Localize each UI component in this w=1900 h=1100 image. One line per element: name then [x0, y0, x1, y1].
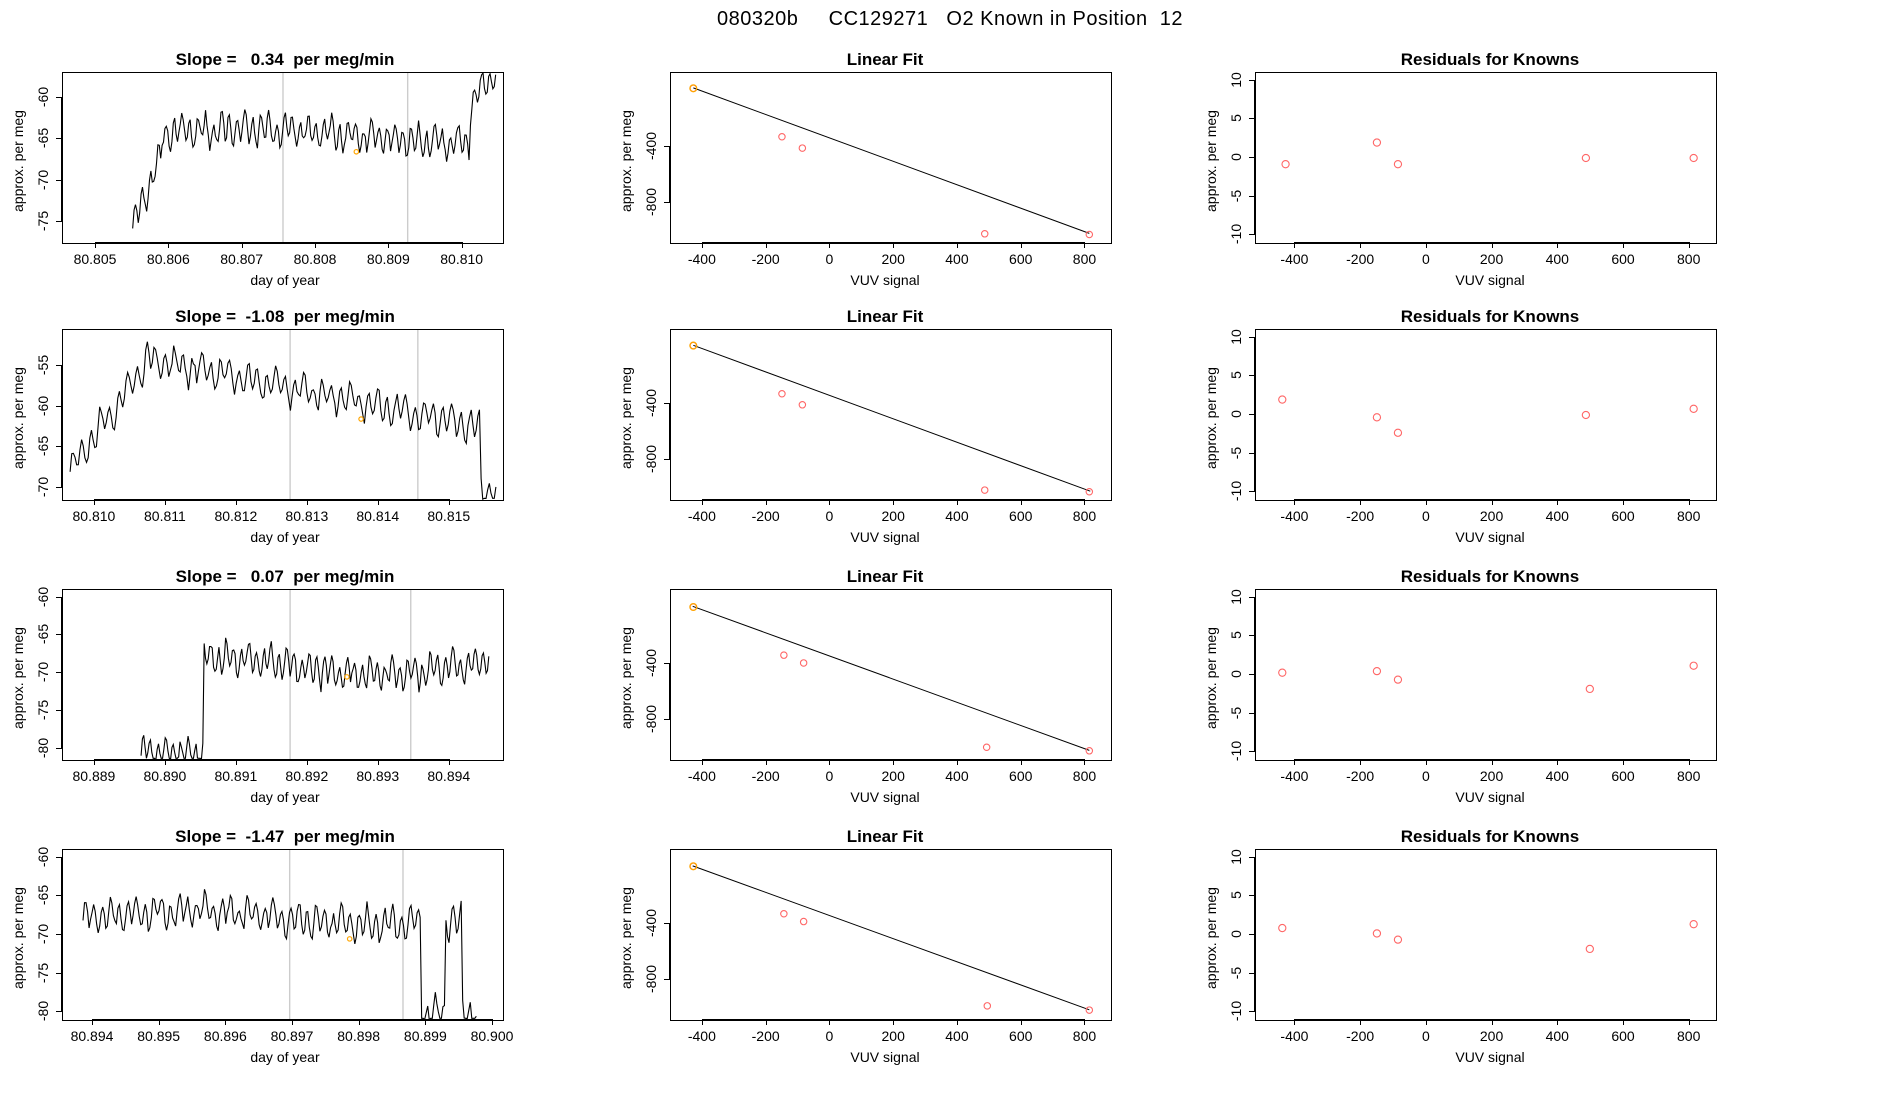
- y-tick-mark: [1249, 491, 1255, 492]
- x-tick-label: 200: [1479, 768, 1504, 784]
- x-tick-label: 80.896: [203, 1028, 247, 1044]
- x-tick-mark: [492, 1019, 493, 1025]
- x-tick-label: -400: [1280, 508, 1309, 524]
- x-tick-label: 600: [1009, 251, 1033, 267]
- x-tick-mark: [1084, 759, 1085, 765]
- x-tick-label: 0: [1421, 768, 1430, 784]
- panel-fit-row4: [600, 827, 1170, 1082]
- x-axis-label: VUV signal: [1455, 789, 1525, 805]
- x-tick-label: 800: [1677, 251, 1701, 267]
- y-tick-label: -65: [35, 128, 51, 149]
- panel-ts-row4: [0, 827, 570, 1082]
- x-tick-label: 80.805: [73, 251, 117, 267]
- y-tick-label: -70: [35, 923, 51, 945]
- plot-area-fit-row2: [670, 329, 1112, 501]
- x-axis-line: [1294, 1019, 1688, 1020]
- x-axis-line: [94, 499, 449, 500]
- y-axis-line: [61, 857, 62, 1012]
- x-tick-label: 80.893: [356, 768, 400, 784]
- x-tick-label: 400: [1545, 768, 1569, 784]
- x-tick-label: 200: [881, 1028, 905, 1044]
- x-tick-label: 80.812: [214, 508, 258, 524]
- x-tick-label: -200: [751, 768, 780, 784]
- x-tick-label: -400: [1280, 1028, 1309, 1044]
- y-tick-label: 5: [1228, 114, 1244, 123]
- y-axis-line: [1254, 857, 1255, 1012]
- y-tick-label: -60: [35, 395, 51, 417]
- x-tick-label: 80.897: [270, 1028, 314, 1044]
- y-axis-label: approx. per meg: [618, 627, 634, 729]
- panel-title-fit-row3: Linear Fit: [846, 567, 924, 586]
- x-tick-label: 0: [825, 251, 834, 267]
- x-tick-label: 200: [1479, 1028, 1504, 1044]
- y-tick-label: 10: [1228, 328, 1244, 345]
- x-tick-label: -400: [1280, 768, 1309, 784]
- y-tick-label: -80: [35, 1001, 51, 1022]
- y-axis-label: approx. per meg: [1203, 110, 1219, 212]
- x-tick-label: 80.809: [366, 251, 410, 267]
- x-tick-label: 80.815: [427, 508, 471, 524]
- x-tick-label: 80.808: [293, 251, 337, 267]
- x-tick-mark: [1084, 1019, 1085, 1025]
- panel-title-res-row2: Residuals for Knowns: [1400, 307, 1580, 326]
- panel-grid: [0, 40, 1900, 1100]
- x-tick-label: 80.891: [214, 768, 258, 784]
- x-tick-label: 0: [1421, 251, 1430, 267]
- x-tick-label: -200: [1346, 768, 1375, 784]
- plot-area-fit-row4: [670, 849, 1112, 1021]
- x-tick-label: 200: [881, 508, 905, 524]
- y-tick-mark: [664, 719, 670, 720]
- y-axis-line: [61, 97, 62, 221]
- x-tick-label: 400: [945, 1028, 969, 1044]
- y-tick-mark: [56, 487, 62, 488]
- x-tick-label: 80.895: [137, 1028, 181, 1044]
- x-tick-label: 800: [1072, 768, 1097, 784]
- panel-title-res-row4: Residuals for Knowns: [1400, 827, 1580, 846]
- y-axis-label: approx. per meg: [10, 627, 26, 729]
- panel-res-row3: [1180, 567, 1800, 822]
- y-tick-label: -60: [35, 586, 51, 607]
- x-axis-label: VUV signal: [850, 789, 920, 805]
- panel-res-row4: [1180, 827, 1800, 1082]
- x-tick-label: 80.892: [285, 768, 329, 784]
- x-tick-label: 200: [881, 768, 905, 784]
- y-axis-label: approx. per meg: [10, 887, 26, 989]
- x-tick-label: 800: [1677, 768, 1701, 784]
- x-tick-label: 400: [1545, 1028, 1569, 1044]
- y-tick-label: -5: [1228, 189, 1244, 202]
- y-axis-label: approx. per meg: [1203, 367, 1219, 469]
- x-tick-label: 0: [825, 768, 834, 784]
- x-tick-label: 600: [1611, 508, 1635, 524]
- x-axis-line: [1294, 242, 1688, 243]
- y-tick-label: -400: [643, 131, 659, 160]
- y-axis-label: approx. per meg: [10, 367, 26, 469]
- plot-area-ts-row2: [62, 329, 504, 501]
- x-tick-label: 0: [1421, 508, 1430, 524]
- y-tick-label: -800: [643, 188, 659, 217]
- x-tick-label: 80.890: [143, 768, 187, 784]
- y-tick-mark: [1249, 1011, 1255, 1012]
- x-axis-label: VUV signal: [850, 529, 920, 545]
- y-tick-label: -60: [35, 86, 51, 107]
- panel-res-row2: [1180, 307, 1800, 562]
- panel-ts-row1: [0, 50, 570, 305]
- y-tick-label: -400: [643, 908, 659, 937]
- x-tick-label: 400: [1545, 508, 1569, 524]
- panel-title-ts-row4: Slope = -1.47 per meg/min: [175, 827, 395, 846]
- x-tick-label: 600: [1009, 768, 1033, 784]
- y-axis-line: [669, 403, 670, 460]
- y-tick-mark: [56, 748, 62, 749]
- plot-area-fit-row3: [670, 589, 1112, 761]
- y-tick-label: -800: [643, 705, 659, 734]
- y-axis-line: [669, 923, 670, 980]
- panel-title-ts-row2: Slope = -1.08 per meg/min: [175, 307, 395, 326]
- x-tick-label: 400: [1545, 251, 1569, 267]
- x-tick-mark: [449, 499, 450, 505]
- y-tick-label: -70: [35, 169, 51, 190]
- panel-title-res-row1: Residuals for Knowns: [1400, 50, 1580, 69]
- panel-fit-row2: [600, 307, 1170, 562]
- x-tick-label: 80.889: [72, 768, 116, 784]
- x-tick-label: 200: [1479, 251, 1504, 267]
- x-tick-label: 800: [1677, 1028, 1701, 1044]
- x-tick-label: 800: [1677, 508, 1701, 524]
- x-axis-line: [702, 499, 1085, 500]
- x-tick-mark: [1084, 499, 1085, 505]
- plot-area-ts-row3: [62, 589, 504, 761]
- x-axis-line: [95, 242, 462, 243]
- x-tick-label: 400: [945, 251, 969, 267]
- x-axis-label: day of year: [250, 272, 320, 288]
- x-axis-label: VUV signal: [850, 1049, 920, 1065]
- plot-area-res-row4: [1255, 849, 1717, 1021]
- x-tick-label: -200: [751, 1028, 780, 1044]
- x-tick-label: 80.894: [70, 1028, 114, 1044]
- y-axis-label: approx. per meg: [1203, 627, 1219, 729]
- x-tick-label: 400: [945, 508, 969, 524]
- x-tick-label: 80.899: [403, 1028, 447, 1044]
- x-tick-label: 0: [825, 1028, 834, 1044]
- y-tick-label: -55: [35, 355, 51, 376]
- y-tick-label: -65: [35, 885, 51, 906]
- y-tick-mark: [56, 221, 62, 222]
- figure-title: 080320b CC129271 O2 Known in Position 12: [716, 8, 1184, 30]
- plot-area-ts-row4: [62, 849, 504, 1021]
- x-tick-label: 800: [1072, 1028, 1097, 1044]
- y-tick-label: -70: [35, 476, 51, 497]
- x-axis-line: [1294, 759, 1688, 760]
- x-tick-label: -200: [751, 508, 780, 524]
- y-tick-label: -65: [35, 624, 51, 645]
- x-tick-label: 80.810: [72, 508, 116, 524]
- y-tick-mark: [664, 979, 670, 980]
- x-tick-label: -200: [1346, 508, 1375, 524]
- plot-area-fit-row1: [670, 72, 1112, 244]
- x-tick-label: -400: [687, 508, 716, 524]
- x-tick-label: 80.900: [470, 1028, 514, 1044]
- y-axis-line: [669, 146, 670, 203]
- y-tick-label: 10: [1228, 71, 1244, 88]
- panel-title-ts-row3: Slope = 0.07 per meg/min: [175, 567, 395, 586]
- panel-title-fit-row4: Linear Fit: [846, 827, 924, 846]
- y-tick-label: 0: [1228, 410, 1244, 418]
- panel-ts-row3: [0, 567, 570, 822]
- x-axis-line: [92, 1019, 492, 1020]
- y-axis-line: [61, 365, 62, 486]
- x-tick-label: 800: [1072, 251, 1097, 267]
- y-tick-label: 0: [1228, 930, 1244, 938]
- x-axis-label: day of year: [250, 529, 320, 545]
- y-tick-label: -5: [1228, 446, 1244, 459]
- y-tick-label: -400: [643, 648, 659, 677]
- y-axis-label: approx. per meg: [618, 110, 634, 212]
- y-tick-label: -70: [35, 662, 51, 683]
- panel-title-res-row3: Residuals for Knowns: [1400, 567, 1580, 586]
- x-tick-label: -200: [1346, 1028, 1375, 1044]
- y-tick-label: -75: [35, 962, 51, 983]
- x-tick-mark: [1689, 759, 1690, 765]
- x-axis-label: VUV signal: [1455, 529, 1525, 545]
- x-axis-line: [702, 759, 1085, 760]
- x-tick-label: -400: [687, 1028, 716, 1044]
- y-tick-label: 10: [1228, 848, 1244, 865]
- x-tick-label: -400: [687, 768, 716, 784]
- x-tick-label: 80.806: [146, 251, 190, 267]
- x-tick-label: 80.807: [220, 251, 264, 267]
- x-tick-label: 80.814: [356, 508, 400, 524]
- y-axis-label: approx. per meg: [1203, 887, 1219, 989]
- x-tick-label: 0: [1421, 1028, 1430, 1044]
- y-tick-label: 0: [1228, 153, 1244, 161]
- y-tick-mark: [56, 1011, 62, 1012]
- y-tick-label: -10: [1228, 224, 1244, 245]
- y-tick-label: -800: [643, 965, 659, 994]
- x-tick-mark: [1084, 242, 1085, 248]
- x-tick-label: 600: [1611, 251, 1635, 267]
- y-tick-label: 5: [1228, 891, 1244, 900]
- y-tick-label: 10: [1228, 588, 1244, 605]
- x-tick-mark: [1689, 1019, 1690, 1025]
- x-tick-label: -200: [751, 251, 780, 267]
- panel-title-fit-row2: Linear Fit: [846, 307, 924, 326]
- y-axis-line: [1254, 597, 1255, 752]
- panel-ts-row2: [0, 307, 570, 562]
- x-tick-label: 200: [1479, 508, 1504, 524]
- y-tick-mark: [1249, 234, 1255, 235]
- x-tick-label: 0: [825, 508, 834, 524]
- x-tick-label: 800: [1072, 508, 1097, 524]
- y-tick-label: -5: [1228, 706, 1244, 719]
- x-tick-label: -400: [687, 251, 716, 267]
- y-tick-label: 0: [1228, 670, 1244, 678]
- plot-area-res-row1: [1255, 72, 1717, 244]
- y-tick-label: -10: [1228, 481, 1244, 502]
- panel-fit-row1: [600, 50, 1170, 305]
- panel-fit-row3: [600, 567, 1170, 822]
- y-axis-label: approx. per meg: [618, 367, 634, 469]
- y-axis-line: [669, 663, 670, 720]
- x-axis-line: [94, 759, 449, 760]
- y-tick-label: -75: [35, 211, 51, 232]
- panel-title-fit-row1: Linear Fit: [846, 50, 924, 69]
- x-tick-mark: [1689, 499, 1690, 505]
- x-tick-label: 600: [1611, 1028, 1635, 1044]
- x-tick-label: 80.811: [144, 508, 186, 524]
- y-tick-label: -65: [35, 436, 51, 457]
- x-tick-label: 80.898: [337, 1028, 381, 1044]
- y-axis-line: [1254, 337, 1255, 492]
- plot-area-res-row2: [1255, 329, 1717, 501]
- y-axis-line: [61, 597, 62, 748]
- y-tick-label: -5: [1228, 966, 1244, 979]
- y-tick-label: -10: [1228, 741, 1244, 762]
- x-tick-mark: [1689, 242, 1690, 248]
- plot-area-res-row3: [1255, 589, 1717, 761]
- x-tick-label: -200: [1346, 251, 1375, 267]
- y-tick-label: -800: [643, 445, 659, 474]
- x-axis-label: day of year: [250, 1049, 320, 1065]
- y-tick-label: 5: [1228, 371, 1244, 380]
- x-tick-label: 600: [1009, 508, 1033, 524]
- x-tick-label: 80.813: [285, 508, 329, 524]
- y-axis-line: [1254, 80, 1255, 235]
- x-tick-label: 600: [1611, 768, 1635, 784]
- y-tick-mark: [1249, 751, 1255, 752]
- y-tick-label: -10: [1228, 1001, 1244, 1022]
- plot-area-ts-row1: [62, 72, 504, 244]
- x-tick-label: 400: [945, 768, 969, 784]
- x-axis-label: VUV signal: [1455, 1049, 1525, 1065]
- y-tick-label: -80: [35, 737, 51, 758]
- x-axis-label: VUV signal: [1455, 272, 1525, 288]
- x-tick-mark: [449, 759, 450, 765]
- y-tick-label: 5: [1228, 631, 1244, 640]
- x-tick-label: 80.894: [427, 768, 471, 784]
- y-tick-mark: [664, 459, 670, 460]
- y-tick-mark: [664, 202, 670, 203]
- x-axis-label: VUV signal: [850, 272, 920, 288]
- x-tick-label: 600: [1009, 1028, 1033, 1044]
- y-tick-label: -60: [35, 846, 51, 867]
- y-axis-label: approx. per meg: [618, 887, 634, 989]
- y-tick-label: -400: [643, 388, 659, 417]
- panel-title-ts-row1: Slope = 0.34 per meg/min: [175, 50, 395, 69]
- x-tick-label: 200: [881, 251, 905, 267]
- x-tick-label: 80.810: [440, 251, 484, 267]
- x-axis-line: [702, 242, 1085, 243]
- y-tick-label: -75: [35, 699, 51, 720]
- x-tick-mark: [462, 242, 463, 248]
- x-axis-label: day of year: [250, 789, 320, 805]
- y-axis-label: approx. per meg: [10, 110, 26, 212]
- x-tick-label: -400: [1280, 251, 1309, 267]
- panel-res-row1: [1180, 50, 1800, 305]
- x-axis-line: [1294, 499, 1688, 500]
- x-axis-line: [702, 1019, 1085, 1020]
